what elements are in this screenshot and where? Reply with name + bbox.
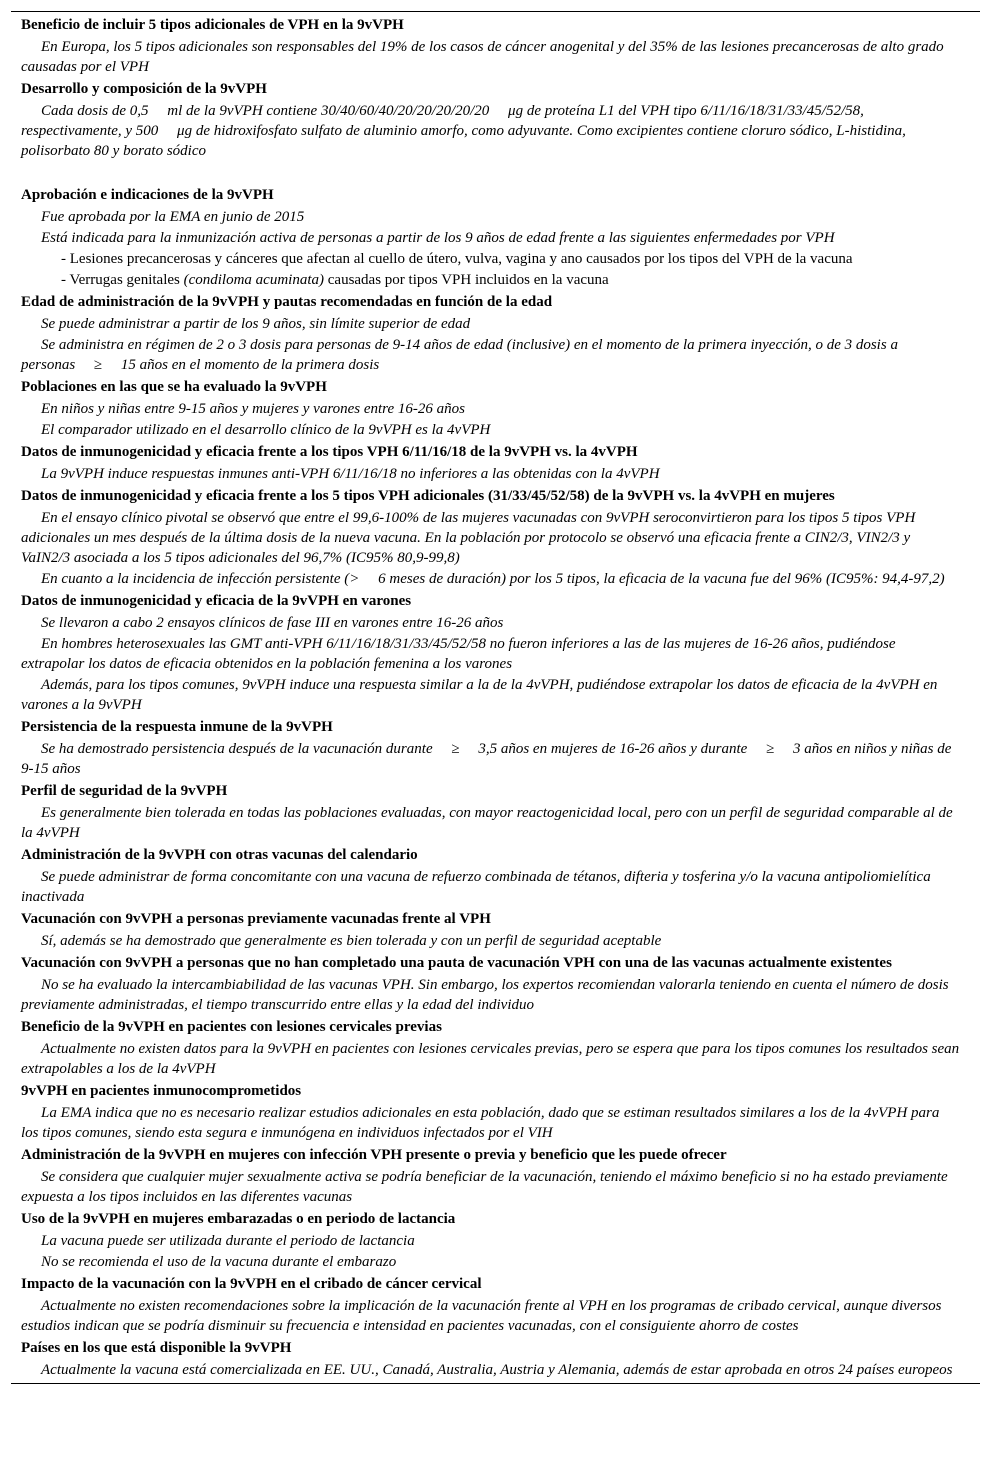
section-paragraph: En niños y niñas entre 9-15 años y mujeres y varones entre 16-26 años — [41, 401, 465, 417]
section-paragraph: En cuanto a la incidencia de infección persistente (> 6 meses de duración) por los 5 tipos, la eficacia de la vacuna fue del 96% (IC95%: 94,4-97,2) — [41, 571, 945, 587]
section-paragraph: En el ensayo clínico pivotal se observó que entre el 99,6-100% de las mujeres vacunadas con 9vVPH seroconvirtieron para los tipos 5 tipos VPH adicionales un mes después de la última dosis de la nueva vacuna. En la población por protocolo se observó una eficacia frente a CIN2/3, VIN2/3 y VaIN2/3 asociada a los 5 tipos adicionales del 96,7% (IC95% 80,9-99,8) — [21, 510, 916, 566]
bullet-item — [11, 249, 980, 269]
section-paragraph: Cada dosis de 0,5 ml de la 9vVPH contiene 30/40/60/40/20/20/20/20/20 μg de proteína L1 del VPH tipo 6/11/16/18/31/33/45/52/58, respectivamente, y 500 μg de hidroxifosfato sulfato de aluminio amorfo, como adyuvante. Como excipientes contiene cloruro sódico, L-histidina, polisorbato 80 y borato sódico — [21, 103, 906, 159]
section-paragraph: La EMA indica que no es necesario realizar estudios adicionales en esta población, dado que se estiman resultados similares a los de la 4vVPH para los tipos comunes, siendo esta segura e inmunógena en individuos infectados por el VIH — [21, 1105, 940, 1141]
section-paragraph: Fue aprobada por la EMA en junio de 2015 — [41, 209, 305, 225]
bullet-italic-text: (condiloma acuminata) — [183, 272, 324, 288]
section-title: Desarrollo y composición de la 9vVPH — [21, 81, 267, 97]
bullet-text: - Verrugas genitales — [61, 272, 184, 288]
section-title: Administración de la 9vVPH con otras vacunas del calendario — [21, 847, 418, 863]
section-paragraph: Está indicada para la inmunización activa de personas a partir de los 9 años de edad frente a las siguientes enfermedades por VPH — [41, 230, 835, 246]
section-title: Edad de administración de la 9vVPH y pautas recomendadas en función de la edad — [21, 294, 553, 310]
section-title: Poblaciones en las que se ha evaluado la 9vVPH — [21, 379, 327, 395]
section-title: Beneficio de incluir 5 tipos adicionales de VPH en la 9vVPH — [21, 17, 404, 33]
section-paragraph: Actualmente la vacuna está comercializada en EE. UU., Canadá, Australia, Austria y Alemania, además de estar aprobada en otros 24 países europeos — [41, 1362, 953, 1378]
section-paragraph: Actualmente no existen datos para la 9vVPH en pacientes con lesiones cervicales previas, pero se espera que para los tipos comunes los resultados sean extrapolables a los de la 4vVPH — [21, 1041, 960, 1077]
section-paragraph: Se puede administrar de forma concomitante con una vacuna de refuerzo combinada de tétanos, difteria y tosferina y/o la vacuna antipoliomielítica inactivada — [21, 869, 931, 905]
section-title: Perfil de seguridad de la 9vVPH — [21, 783, 228, 799]
bullet-item — [11, 270, 980, 290]
section-title: Datos de inmunogenicidad y eficacia frente a los tipos VPH 6/11/16/18 de la 9vVPH vs. la 4vVPH — [21, 444, 638, 460]
section-title: Vacunación con 9vVPH a personas previamente vacunadas frente al VPH — [21, 911, 491, 927]
section-paragraph: Además, para los tipos comunes, 9vVPH induce una respuesta similar a la de la 4vVPH, pudiéndose extrapolar los datos de eficacia de la 4vVPH en varones a la 9vVPH — [21, 677, 938, 713]
section-title: 9vVPH en pacientes inmunocomprometidos — [21, 1083, 302, 1099]
section-paragraph: Sí, además se ha demostrado que generalmente es bien tolerada y con un perfil de seguridad aceptable — [41, 933, 662, 949]
section-title: Beneficio de la 9vVPH en pacientes con lesiones cervicales previas — [21, 1019, 442, 1035]
bullet-text: - Lesiones precancerosas y cánceres que afectan al cuello de útero, vulva, vagina y ano causados por los tipos del VPH de la vacuna — [61, 251, 853, 267]
blank-line — [11, 162, 980, 184]
section-title: Vacunación con 9vVPH a personas que no han completado una pauta de vacunación VPH con una de las vacunas actualmente existentes — [21, 955, 892, 971]
section-title: Impacto de la vacunación con la 9vVPH en el cribado de cáncer cervical — [21, 1276, 482, 1292]
section-title: Administración de la 9vVPH en mujeres con infección VPH presente o previa y beneficio que les puede ofrecer — [21, 1147, 727, 1163]
section-paragraph: No se ha evaluado la intercambiabilidad de las vacunas VPH. Sin embargo, los expertos recomiendan valorarla teniendo en cuenta el número de dosis previamente administradas, el tiempo transcurrido entre ellas y la edad del individuo — [21, 977, 949, 1013]
section-paragraph: Se considera que cualquier mujer sexualmente activa se podría beneficiar de la vacunación, teniendo el máximo beneficio si no ha estado previamente expuesta a los tipos incluidos en las diferentes vacunas — [21, 1169, 948, 1205]
section-title: Persistencia de la respuesta inmune de la 9vVPH — [21, 719, 333, 735]
section-title: Uso de la 9vVPH en mujeres embarazadas o en periodo de lactancia — [21, 1211, 456, 1227]
section-paragraph: En Europa, los 5 tipos adicionales son responsables del 19% de los casos de cáncer anogenital y del 35% de las lesiones precancerosas de alto grado causadas por el VPH — [21, 39, 944, 75]
bullet-text-after: causadas por tipos VPH incluidos en la vacuna — [324, 272, 609, 288]
section-paragraph: Es generalmente bien tolerada en todas las poblaciones evaluadas, con mayor reactogenicidad local, pero con un perfil de seguridad comparable al de la 4vVPH — [21, 805, 953, 841]
section-paragraph: La 9vVPH induce respuestas inmunes anti-VPH 6/11/16/18 no inferiores a las obtenidas con la 4vVPH — [41, 466, 660, 482]
section-paragraph: La vacuna puede ser utilizada durante el periodo de lactancia — [41, 1233, 415, 1249]
document-table — [11, 11, 980, 1384]
section-title: Países en los que está disponible la 9vVPH — [21, 1340, 292, 1356]
section-paragraph: Actualmente no existen recomendaciones sobre la implicación de la vacunación frente al VPH en los programas de cribado cervical, aunque diversos estudios indican que se podría disminuir su frecuencia e intensidad en pacientes vacunadas, con el consiguiente ahorro de costes — [21, 1298, 942, 1334]
section-title: Datos de inmunogenicidad y eficacia frente a los 5 tipos VPH adicionales (31/33/45/52/58) de la 9vVPH vs. la 4vVPH en mujeres — [21, 488, 835, 504]
section-paragraph: El comparador utilizado en el desarrollo clínico de la 9vVPH es la 4vVPH — [41, 422, 491, 438]
section-paragraph: Se puede administrar a partir de los 9 años, sin límite superior de edad — [41, 316, 471, 332]
section-paragraph: En hombres heterosexuales las GMT anti-VPH 6/11/16/18/31/33/45/52/58 no fueron inferiores a las de las mujeres de 16-26 años, pudiéndose extrapolar los datos de eficacia obtenidos en la población femenina a los varones — [21, 636, 896, 672]
section-paragraph: Se llevaron a cabo 2 ensayos clínicos de fase III en varones entre 16-26 años — [41, 615, 504, 631]
section-paragraph: Se ha demostrado persistencia después de la vacunación durante ≥ 3,5 años en mujeres de 16-26 años y durante ≥ 3 años en niños y niñas de 9-15 años — [21, 741, 952, 777]
section-paragraph: Se administra en régimen de 2 o 3 dosis para personas de 9-14 años de edad (inclusive) en el momento de la primera inyección, o de 3 dosis a personas ≥ 15 años en el momento de la primera dosis — [21, 337, 898, 373]
section-paragraph: No se recomienda el uso de la vacuna durante el embarazo — [41, 1254, 397, 1270]
section-title: Aprobación e indicaciones de la 9vVPH — [21, 187, 274, 203]
section-title: Datos de inmunogenicidad y eficacia de la 9vVPH en varones — [21, 593, 412, 609]
